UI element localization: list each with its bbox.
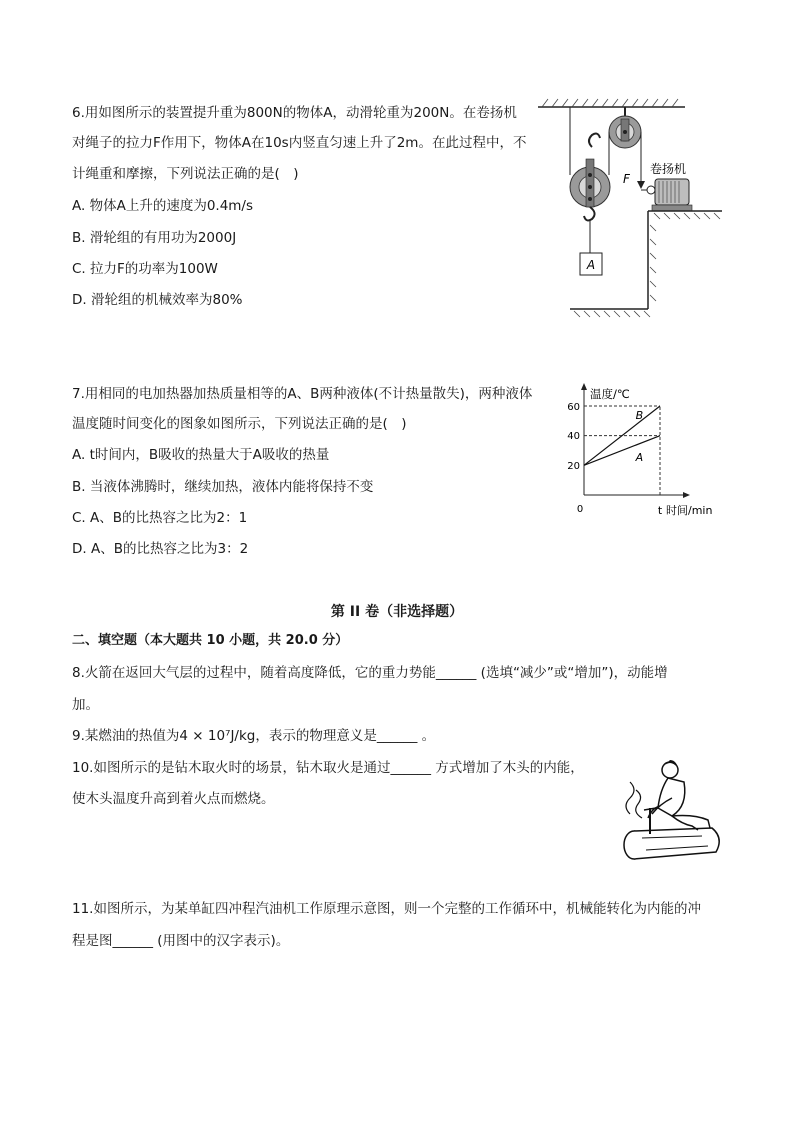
q10-line-2: 使木头温度升高到着火点而燃烧。	[72, 791, 275, 807]
fire-drilling-illustration	[612, 758, 727, 863]
force-f-label: F	[623, 172, 630, 186]
q7-option-c: C. A、B的比热容之比为2：1	[72, 510, 248, 526]
q6-option-c: C. 拉力F的功率为100W	[72, 261, 218, 277]
origin-tick-label: 0	[576, 504, 584, 515]
temperature-time-chart	[560, 382, 735, 520]
series-label-b: B	[635, 408, 644, 422]
y-tick-label-60: 60	[567, 402, 580, 413]
y-tick-label-40: 40	[567, 431, 580, 442]
q11-line-2: 程是图______ (用图中的汉字表示)。	[72, 933, 290, 949]
q6-line-2: 对绳子的拉力F作用下，物体A在10s内竖直匀速上升了2m。在此过程中，不	[72, 135, 527, 151]
series-line-a	[584, 436, 660, 466]
y-tick-label-20: 20	[567, 461, 580, 472]
x-tick-label-t: t	[657, 504, 663, 517]
q8-line-2: 加。	[72, 697, 99, 713]
q6-option-b: B. 滑轮组的有用功为2000J	[72, 230, 237, 246]
q8-line-1: 8.火箭在返回大气层的过程中，随着高度降低，它的重力势能______ (选填“减少”或“增加”)，动能增	[72, 665, 668, 681]
winch-label: 卷扬机	[650, 162, 687, 176]
q7-option-b: B. 当液体沸腾时，继续加热，液体内能将保持不变	[72, 479, 374, 495]
pulley-winch-figure	[530, 95, 730, 320]
block-a-label: A	[586, 258, 596, 272]
q6-line-1: 6.用如图所示的装置提升重为800N的物体A，动滑轮重为200N。在卷扬机	[72, 105, 517, 121]
q10-line-1: 10.如图所示的是钻木取火时的场景，钻木取火是通过______ 方式增加了木头的内能，	[72, 760, 584, 776]
q9-line-1: 9.某燃油的热值为4 × 10⁷J/kg，表示的物理意义是______ 。	[72, 728, 436, 744]
y-axis-label: 温度/℃	[590, 387, 630, 401]
x-axis-label: 时间/min	[666, 504, 713, 517]
q7-line-1: 7.用相同的电加热器加热质量相等的A、B两种液体(不计热量散失)，两种液体	[72, 386, 533, 402]
part-two-title: 第 II 卷（非选择题）	[330, 604, 464, 620]
q7-line-2: 温度随时间变化的图象如图所示，下列说法正确的是( )	[72, 416, 407, 432]
section-fill-blank-heading: 二、填空题（本大题共 10 小题，共 20.0 分）	[72, 633, 349, 648]
q6-line-3: 计绳重和摩擦，下列说法正确的是( )	[72, 166, 299, 182]
q7-option-d: D. A、B的比热容之比为3：2	[72, 541, 249, 557]
q6-option-a: A. 物体A上升的速度为0.4m/s	[72, 198, 254, 214]
q7-option-a: A. t时间内，B吸收的热量大于A吸收的热量	[72, 447, 330, 463]
q6-option-d: D. 滑轮组的机械效率为80%	[72, 292, 243, 308]
series-label-a: A	[635, 451, 644, 465]
q11-line-1: 11.如图所示，为某单缸四冲程汽油机工作原理示意图，则一个完整的工作循环中，机械能转化为内能的冲	[72, 901, 701, 917]
